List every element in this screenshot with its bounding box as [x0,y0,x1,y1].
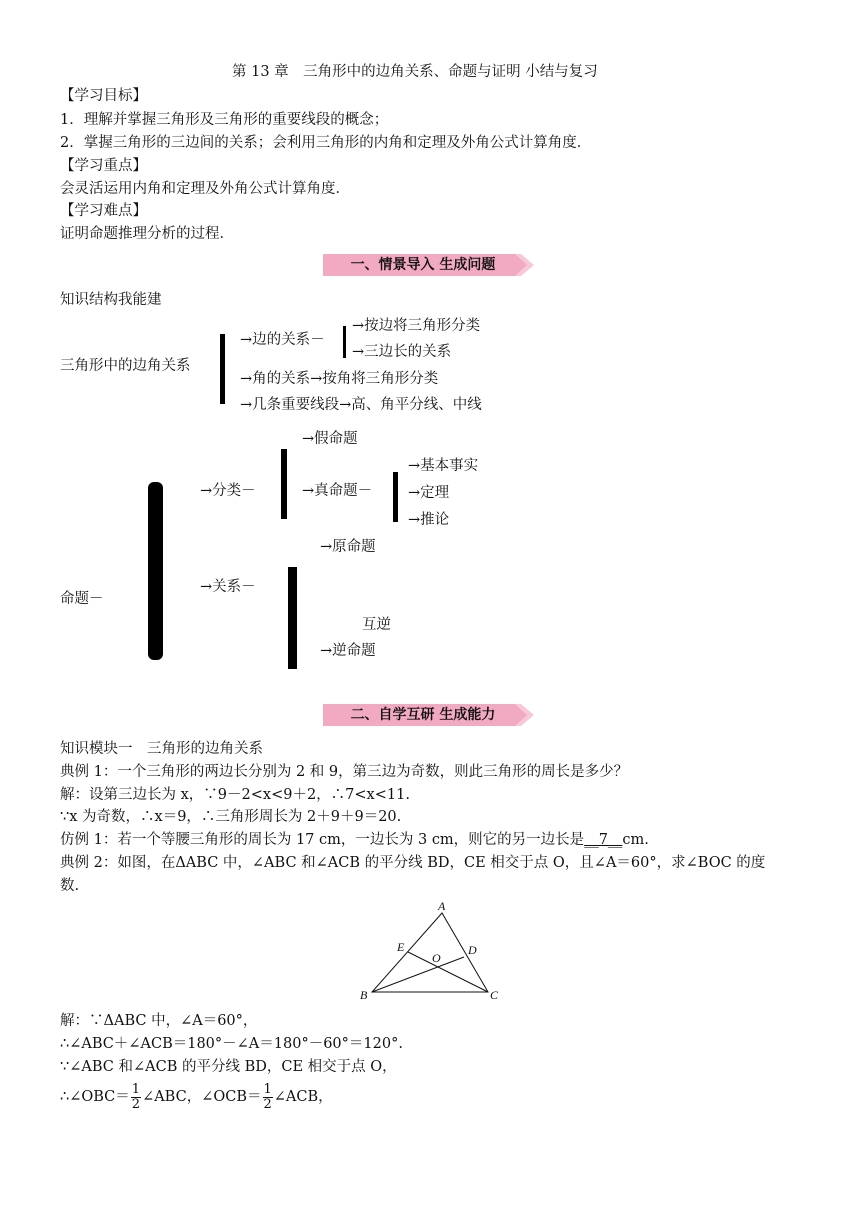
label-b: B [360,988,368,1002]
triangle-figure [352,898,532,1008]
section-subtitle: 知识结构我能建 [60,292,162,308]
tree2-classify: →分类－ [200,483,256,499]
objective-item: 1．理解并掌握三角形及三角形的重要线段的概念； [60,112,389,128]
module-title: 知识模块一 三角形的边角关系 [60,741,263,757]
solution-2-line: ∵∠ABC 和∠ACB 的平分线 BD，CE 相交于点 O， [60,1059,397,1075]
solution-text: ∠ABC，∠OCB＝ [142,1089,262,1105]
tree2-original: →原命题 [320,539,376,555]
fraction-denominator: 2 [131,1096,141,1112]
tree2-true-prop: →真命题－ [302,483,373,499]
solution-2-line: ∴∠ABC＋∠ACB＝180°－∠A＝180°－60°＝120°. [60,1036,403,1052]
tree2-true-child: →推论 [408,512,450,528]
difficulties-text: 证明命题推理分析的过程． [60,226,234,242]
objectives-heading: 【学习目标】 [60,88,147,104]
tree1-edge-child: →按边将三角形分类 [352,318,481,334]
tree1-edge-child: →三边长的关系 [352,344,452,360]
tree2-main-bracket [148,482,163,660]
tree1-angle-label: →角的关系→按角将三角形分类 [240,371,439,387]
example-2: 数. [60,878,80,894]
label-a: A [438,899,446,913]
tree2-converse: →逆命题 [320,643,376,659]
solution-text: ∴∠OBC＝ [60,1089,130,1105]
imitation-1 [60,830,649,850]
imitation-1-unit: cm. [622,832,649,848]
tree2-true-bracket [393,472,398,522]
key-points-text: 会灵活运用内角和定理及外角公式计算角度． [60,181,350,197]
tree1-root: 三角形中的边角关系 [60,358,191,374]
fraction-numerator: 1 [131,1081,141,1097]
fraction [263,1083,273,1112]
tree1-edge-bracket [343,326,346,358]
solution-2-line [60,1080,333,1114]
section-banner-1 [323,254,535,276]
label-d: D [468,943,477,957]
solution-2-line: 解：∵ΔABC 中，∠A＝60°， [60,1013,258,1029]
banner-label: 一、情景导入 生成问题 [350,257,496,273]
solution-1-line: ∵x 为奇数，∴x＝9，∴三角形周长为 2＋9＋9＝20. [60,809,402,825]
example-2: 典例 2：如图，在ΔABC 中，∠ABC 和∠ACB 的平分线 BD，CE 相交于点 O，且∠A＝60°，求∠BOC 的度 [60,855,766,871]
solution-text: ∠ACB， [273,1089,333,1105]
tree2-true-child: →定理 [408,485,450,501]
key-points-heading: 【学习重点】 [60,158,147,174]
label-c: C [490,988,499,1002]
objective-item: 2．掌握三角形的三边间的关系；会利用三角形的内角和定理及外角公式计算角度． [60,135,592,151]
tree2-relation-bracket [288,567,297,669]
fraction-denominator: 2 [263,1096,272,1112]
tree2-root: 命题－ [60,591,104,607]
fraction [131,1083,141,1112]
imitation-1-text: 仿例 1：若一个等腰三角形的周长为 17 cm，一边长为 3 cm，则它的另一边长是 [60,832,585,848]
tree2-classify-bracket [281,449,287,519]
page-title: 第 13 章 三角形中的边角关系、命题与证明 小结与复习 [232,64,598,80]
section-banner-2 [323,704,535,726]
tree2-true-child: →基本事实 [408,458,479,474]
fraction-numerator: 1 [263,1081,272,1097]
tree2-mutual: 互逆 [362,617,391,633]
label-o: O [432,951,441,965]
tree2-false-prop: →假命题 [302,431,358,447]
tree1-edge-label: →边的关系－ [240,332,325,348]
imitation-1-answer: __7__ [584,832,623,848]
solution-1-line: 解：设第三边长为 x，∵9－2<x<9＋2，∴7<x<11. [60,787,410,803]
banner-label: 二、自学互研 生成能力 [350,707,496,723]
example-1: 典例 1：一个三角形的两边长分别为 2 和 9，第三边为奇数，则此三角形的周长是多少？ [60,764,629,780]
tree1-bracket [220,334,225,404]
tree1-segments-label: →几条重要线段→高、角平分线、中线 [240,397,482,413]
tree2-relation: →关系－ [200,579,256,595]
label-e: E [397,940,405,954]
difficulties-heading: 【学习难点】 [60,203,147,219]
